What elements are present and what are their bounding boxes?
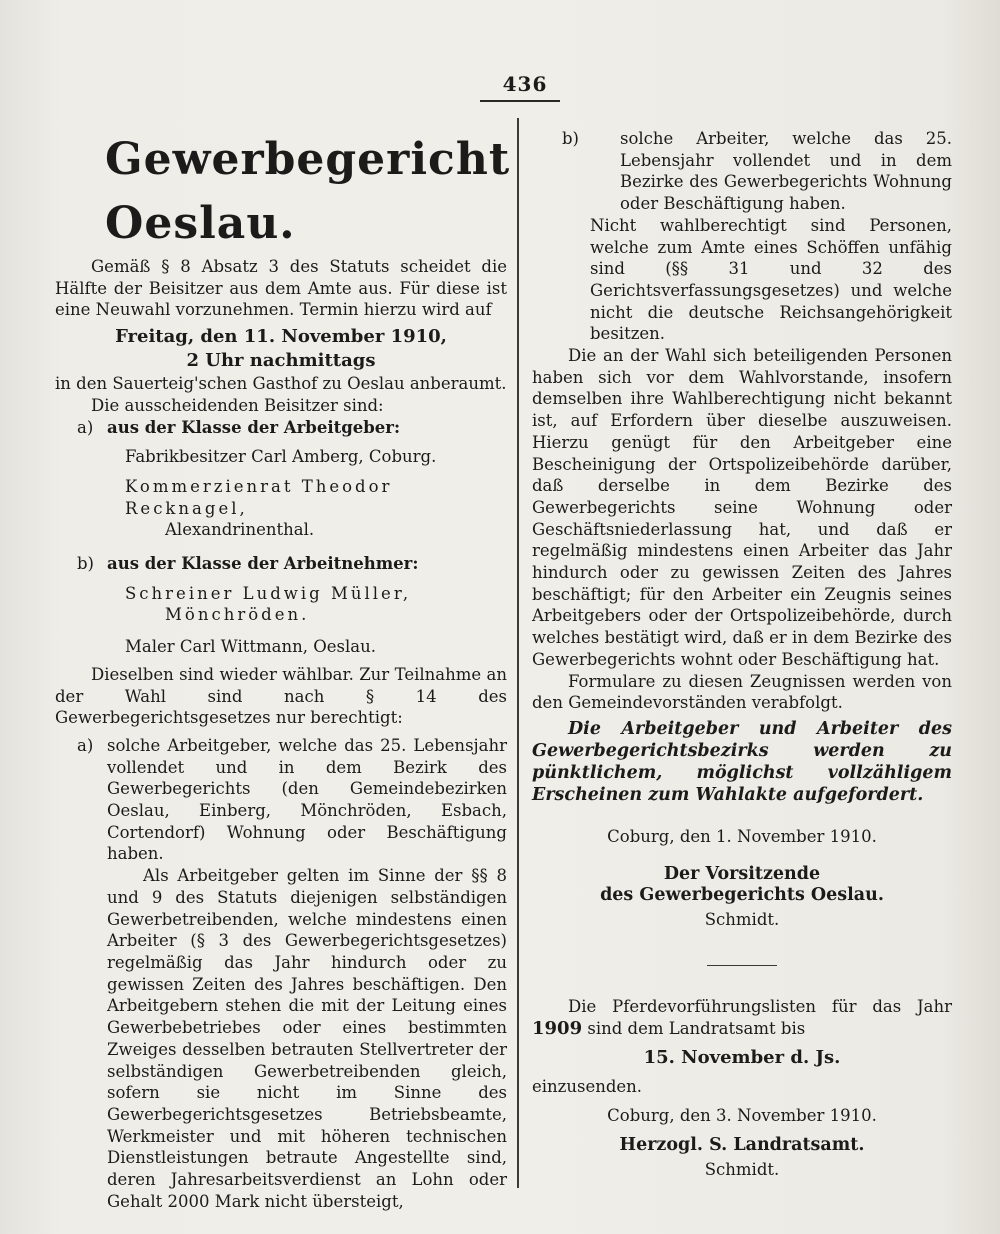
member-b-2: Maler Carl Wittmann, Oeslau. — [125, 637, 376, 657]
second-notice-text-c: einzusenden. — [532, 1076, 643, 1096]
forms-paragraph: Formulare zu diesen Zeugnissen werden von den Gemeindevorständen verabfolgt. — [532, 671, 952, 713]
class-a-title: aus der Klasse der Arbeitgeber: — [107, 417, 401, 437]
page-number-rule — [480, 100, 560, 102]
proof-paragraph: Die an der Wahl sich beteiligenden Personen haben sich vor dem Wahlvorstande, insofern demselben ihre Wahlberechtigung nicht bekannt ist, auf Erfordern über dieselbe auszuweisen. Hierzu genügt für den Arbeitgeber eine Bescheinigung der Ortspolizeibehörde darüber, daß derselbe in dem Bezirke des Gewerbegerichts seine Wohnung oder Geschäftsniederlassung hat, und daß er regelmäßig mindestens einen Arbeiter das Jahr hindurch oder zu gewissen Zeiten des Jahres beschäftigt; für den Arbeiter ein Zeugnis seines Arbeitgebers oder der Ortspolizeibehörde, durch welches bestätigt wird, daß er in dem Bezirke des Gewerbegerichts wohnt oder Beschäftigung hat. — [532, 346, 952, 669]
signatory-name-1: Schmidt. — [704, 910, 780, 930]
election-date: Freitag, den 11. November 1910, — [115, 326, 447, 348]
second-notice-deadline: 15. November d. Js. — [643, 1046, 841, 1068]
place-date-1: Coburg, den 1. November 1910. — [607, 826, 877, 846]
class-b-heading — [55, 553, 507, 575]
eligibility-item-b — [532, 128, 952, 215]
page-number: 436 — [502, 72, 548, 96]
eligibility-intro: Dieselben sind wieder wählbar. Zur Teilnahme an der Wahl sind nach § 14 des Gewerbegerichtsgesetzes nur berechtigt: — [55, 664, 507, 728]
second-notice-text-a: Die Pferdevorführungslisten für das Jahr — [568, 997, 952, 1017]
signatory-title-1b: des Gewerbegerichts Oeslau. — [600, 885, 884, 906]
intro-paragraph: Gemäß § 8 Absatz 3 des Statuts scheidet die Hälfte der Beisitzer aus dem Amte aus. Für diese ist eine Neuwahl vorzunehmen. Termin hierzu wird auf — [55, 257, 507, 320]
member-b-1: Schreiner Ludwig Müller, — [125, 583, 412, 603]
class-b-marker: b) — [77, 554, 94, 574]
notice-title: Gewerbegericht Oeslau. — [105, 134, 511, 249]
signatory-name-2: Schmidt. — [704, 1159, 780, 1179]
right-column — [532, 128, 952, 1181]
second-notice — [532, 996, 952, 1039]
member-a-2-place: Alexandrinenthal. — [165, 520, 315, 540]
eligibility-item-a — [55, 735, 507, 865]
signatory-title-1a: Der Vorsitzende — [663, 863, 821, 884]
place-date-2: Coburg, den 3. November 1910. — [607, 1106, 877, 1126]
signatory-title-2: Herzogl. S. Landratsamt. — [619, 1135, 865, 1156]
class-a-heading — [55, 417, 507, 439]
election-time: 2 Uhr nachmittags — [186, 350, 376, 372]
second-notice-text-b: sind dem Landratsamt bis — [587, 1019, 806, 1038]
member-a-1: Fabrikbesitzer Carl Amberg, Coburg. — [125, 447, 437, 467]
call-to-vote: Die Arbeitgeber und Arbeiter des Gewerbegerichtsbezirks werden zu pünktlichem, möglichst vollzähligem Erscheinen zum Wahlakte aufgefordert. — [532, 718, 952, 805]
eligibility-a-text: solche Arbeitgeber, welche das 25. Lebensjahr vollendet und in dem Bezirk des Gewerbegerichts (den Gemeindebezirken Oeslau, Einberg, Mönchröden, Esbach, Cortendorf) Wohnung oder Beschäftigung haben. — [107, 735, 507, 864]
not-eligible-paragraph: Nicht wahlberechtigt sind Personen, welche zum Amte eines Schöffen unfähig sind (§§ 31 und 32 des Gerichtsverfassungsgesetzes) und welche nicht die deutsche Reichsangehörigkeit besitzen. — [590, 215, 952, 344]
eligibility-b-text: solche Arbeiter, welche das 25. Lebensjahr vollendet und in dem Bezirke des Gewerbegerichts Wohnung oder Beschäftigung haben. — [620, 129, 952, 214]
left-column — [55, 128, 511, 1212]
second-notice-year: 1909 — [532, 1018, 583, 1039]
class-a-marker: a) — [77, 417, 94, 437]
members-intro: Die ausscheidenden Beisitzer sind: — [91, 395, 384, 415]
section-separator — [707, 965, 777, 967]
election-location: in den Sauerteig'schen Gasthof zu Oeslau anberaumt. — [55, 374, 507, 394]
employer-definition: Als Arbeitgeber gelten im Sinne der §§ 8 und 9 des Statuts diejenigen selbständigen Gewerbetreibenden, welche mindestens einen Arbeiter (§ 3 des Gewerbegerichtsgesetzes) regelmäßig das Jahr hindurch oder zu gewissen Zeiten des Jahres beschäftigen. Den Arbeitgebern stehen die mit der Leitung eines Gewerbebetriebes oder eines bestimmten Zweiges desselben betrauten Stellvertreter der selbständigen Gewerbetreibenden gleich, sofern sie nicht im Sinne des Gewerbegerichtsgesetzes Betriebsbeamte, Werkmeister und mit höheren technischen Dienstleistungen betraute Angestellte sind, deren Jahresarbeitsverdienst an Lohn oder Gehalt 2000 Mark nicht übersteigt, — [107, 866, 507, 1211]
eligibility-a-marker: a) — [77, 735, 94, 755]
member-b-1-place: Mönchröden. — [165, 605, 310, 625]
member-a-2: Kommerzienrat Theodor Recknagel, — [125, 476, 393, 518]
column-divider — [517, 118, 519, 1188]
eligibility-b-marker: b) — [562, 129, 579, 148]
class-b-title: aus der Klasse der Arbeitnehmer: — [107, 554, 419, 574]
